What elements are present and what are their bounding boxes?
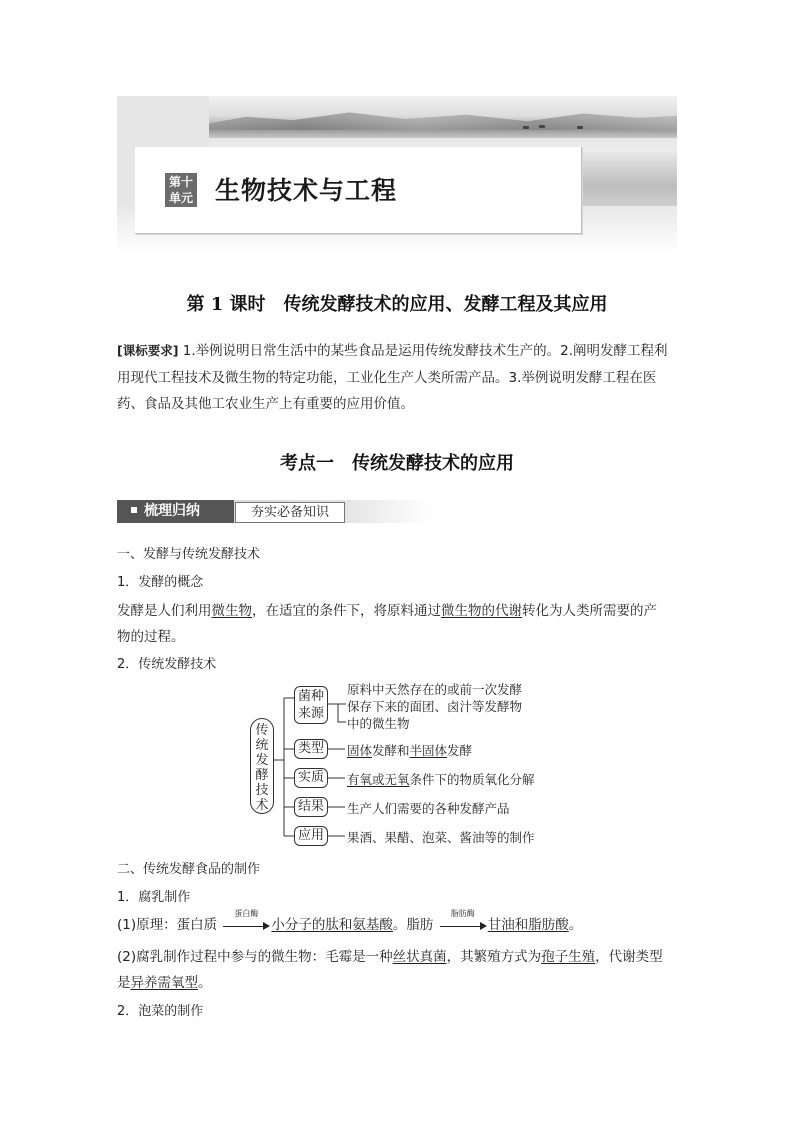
node-strain-source-desc	[347, 681, 522, 732]
bar-dark-text: 梳理归纳	[144, 503, 200, 519]
enzyme-label: 蛋白酶	[234, 909, 259, 918]
enzyme-label: 脂肪酶	[450, 909, 475, 918]
text-span: 。	[568, 917, 583, 933]
desc-line: 原料中天然存在的或前一次发酵	[347, 682, 523, 697]
unit-banner	[117, 96, 677, 254]
answer-underline: 微生物	[211, 603, 252, 619]
answer-underline: 孢子生殖	[541, 949, 596, 965]
lesson-title: 第 1 课时 传统发酵技术的应用、发酵工程及其应用	[186, 294, 608, 315]
arrow-head-icon	[263, 922, 270, 930]
square-icon	[131, 507, 137, 513]
text-span: 是	[117, 975, 131, 991]
fermentation-definition-line2: 物的过程。	[117, 629, 185, 645]
node-application-desc: 果酒、果醋、泡菜、酱油等的制作	[347, 830, 535, 845]
root-char: 发	[255, 753, 269, 768]
answer-underline: 丝状真菌	[392, 949, 447, 965]
text-span: 。脂肪	[392, 917, 434, 933]
part1-heading: 一、发酵与传统发酵技术	[117, 547, 261, 562]
root-char: 术	[255, 798, 269, 813]
fermented-tofu-principle	[117, 909, 583, 933]
horse-icon	[523, 126, 529, 129]
answer-underline: 甘油和脂肪酸	[487, 917, 569, 933]
text-span: ，其繁殖方式为	[446, 949, 542, 965]
bar-light-label: 夯实必备知识	[235, 502, 345, 523]
root-char: 统	[255, 738, 269, 753]
section-title: 考点一 传统发酵技术的应用	[280, 453, 514, 474]
diagram-root-node	[250, 718, 274, 814]
text-span: 。	[198, 975, 212, 991]
text-span: (1)原理：蛋白质	[117, 917, 218, 933]
part2-item2-heading: 2．泡菜的制作	[117, 1004, 204, 1019]
node-application: 应用	[294, 826, 328, 846]
mountain-ridge	[209, 108, 677, 130]
text-span: ，代谢类型	[595, 949, 663, 965]
reaction-arrow	[440, 909, 486, 932]
reaction-arrow	[223, 909, 269, 932]
answer-underline: 微生物的代谢	[441, 603, 522, 619]
node-label: 来源	[297, 706, 324, 721]
answer-underline: 半固体	[409, 743, 448, 758]
microbe-line1	[117, 945, 663, 965]
text-span: 条件下的物质氧化分解	[409, 772, 535, 787]
node-label: 菌种	[297, 689, 324, 704]
requirements-label: [课标要求]	[117, 343, 179, 358]
answer-underline: 小分子的肽和氨基酸	[271, 917, 393, 933]
unit-title-box	[135, 147, 582, 234]
part1-item1-heading: 1．发酵的概念	[117, 575, 204, 590]
curriculum-requirements	[117, 338, 679, 418]
text-span: 发酵和	[372, 743, 410, 758]
root-char: 技	[255, 783, 269, 798]
part1-item2-heading: 2．传统发酵技术	[117, 657, 217, 672]
node-strain-source	[294, 686, 328, 724]
requirements-text: 1.举例说明日常生活中的某些食品是运用传统发酵技术生产的。2.阐明发酵工程利用现代工程技术及微生物的特定功能，工业化生产人类所需产品。3.举例说明发酵工程在医药、食品及其他工农业生产上有重要的应用价值。	[117, 343, 668, 412]
text-span: 发酵是人们利用	[117, 603, 212, 619]
answer-underline: 异养需氧型	[130, 975, 198, 991]
section-bar	[117, 500, 432, 523]
node-essence: 实质	[294, 768, 328, 788]
unit-title: 生物技术与工程	[215, 176, 398, 205]
unit-tag-line1: 第十	[168, 175, 193, 189]
node-result-desc: 生产人们需要的各种发酵产品	[347, 801, 510, 816]
fermentation-definition-line1	[117, 599, 657, 619]
node-type: 类型	[294, 739, 328, 759]
text-span: 发酵	[447, 743, 473, 758]
text-span: 转化为人类所需要的产	[522, 603, 657, 619]
unit-number-tag	[165, 173, 197, 207]
root-char: 传	[255, 723, 269, 738]
desc-line: 保存下来的面团、卤汁等发酵物	[347, 699, 523, 714]
horse-icon	[539, 125, 545, 128]
unit-tag-line2: 单元	[168, 191, 193, 205]
node-type-desc	[347, 741, 472, 759]
root-char: 酵	[255, 768, 269, 783]
node-essence-desc	[347, 770, 535, 788]
text-span: ，在适宜的条件下，将原料通过	[252, 603, 441, 619]
text-span: (2)腐乳制作过程中参与的微生物：毛霉是一种	[117, 949, 393, 965]
answer-underline: 固体	[347, 743, 373, 758]
horse-icon	[577, 126, 583, 129]
part2-item1-heading: 1．腐乳制作	[117, 890, 191, 905]
part2-heading: 二、传统发酵食品的制作	[117, 862, 261, 877]
node-result: 结果	[294, 797, 328, 817]
desc-line: 中的微生物	[347, 716, 410, 731]
microbe-line2	[117, 971, 212, 991]
arrow-shaft	[223, 926, 265, 927]
connector-brace	[338, 704, 346, 722]
answer-underline: 有氧或无氧	[347, 772, 410, 787]
bar-dark-label	[117, 500, 234, 523]
arrow-head-icon	[480, 922, 487, 930]
arrow-shaft	[440, 926, 482, 927]
